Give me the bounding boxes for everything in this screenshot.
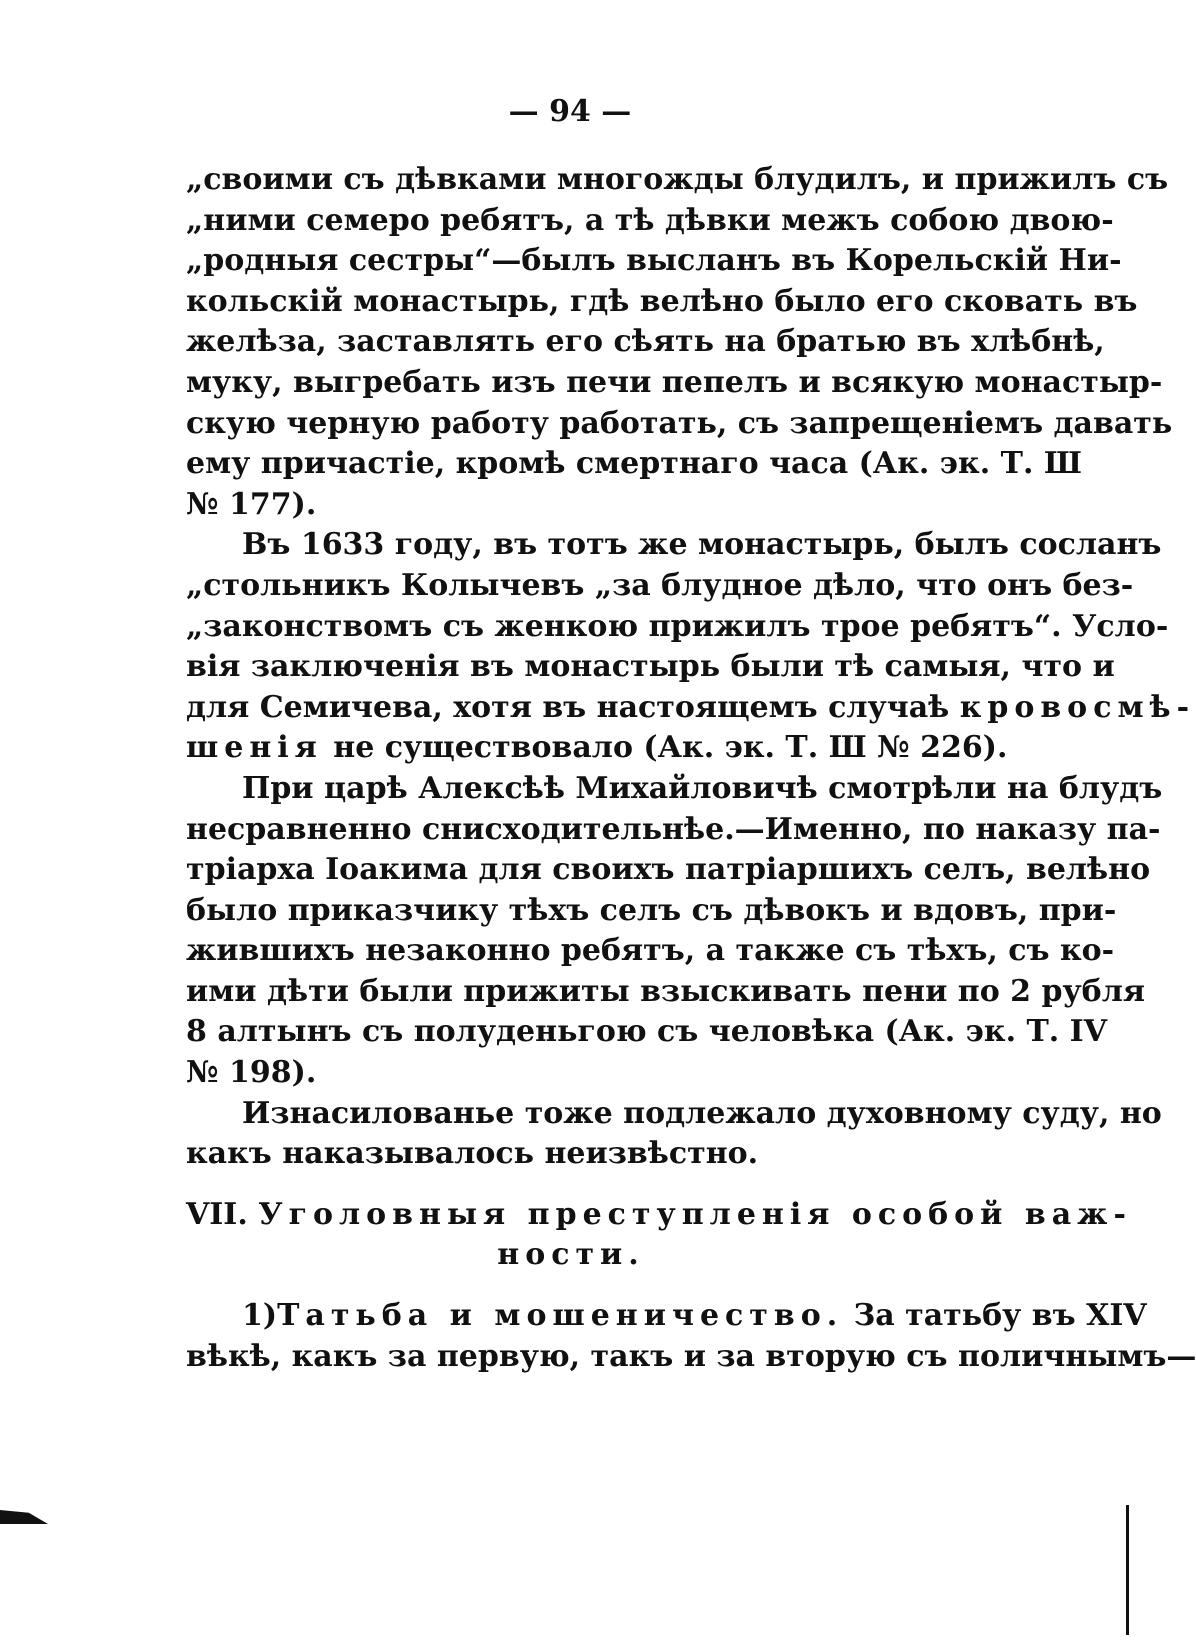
text-line: № 177).	[186, 486, 317, 522]
emphasized-term: шенія	[186, 730, 323, 766]
text-line: скую черную работу работать, съ запрещеніемъ давать	[186, 405, 1173, 441]
text-line	[186, 1296, 1147, 1337]
text-line: ими дѣти были прижиты взыскивать пени по 2 рубля	[186, 973, 1146, 1009]
text-line: „ними семеро ребятъ, а тѣ дѣвки межъ собою двою-	[186, 202, 1114, 238]
scan-edge-mark	[1126, 1505, 1129, 1635]
text-line	[186, 688, 1196, 729]
text-line: 8 алтынъ съ полуденьгою съ человѣка (Ак. эк. Т. IV	[186, 1014, 1107, 1050]
paragraph-4	[186, 1094, 1162, 1175]
section-title-continued: ности.	[497, 1237, 645, 1273]
text-line: вѣкѣ, какъ за первую, такъ и за вторую съ поличнымъ—	[186, 1338, 1196, 1374]
text-line: „законствомъ съ женкою прижилъ трое ребятъ“. Усло-	[186, 608, 1169, 644]
section-title: Уголовныя преступленія особой важ-	[258, 1196, 1132, 1232]
subsection-paragraph	[186, 1296, 1196, 1377]
text-line: ему причастіе, кромѣ смертнаго часа (Ак. эк. Т. Ш	[186, 446, 1082, 482]
text-line: Изнасилованье тоже подлежало духовному суду, но	[242, 1095, 1162, 1131]
text-line: какъ наказывалось неизвѣстно.	[186, 1136, 759, 1172]
paragraph-3	[186, 769, 1163, 1094]
section-heading	[186, 1195, 1132, 1276]
text-line: № 198).	[186, 1055, 317, 1091]
scan-edge-mark	[0, 1510, 48, 1524]
text-segment: для Семичева, хотя въ настоящемъ случаѣ	[186, 689, 960, 725]
subsection-title: Татьба и мошеничество.	[277, 1298, 844, 1334]
text-line: вія заключенія въ монастырь были тѣ самыя, что и	[186, 649, 1115, 685]
text-line: кольскій монастырь, гдѣ велѣно было его сковать въ	[186, 283, 1138, 319]
spacer	[186, 1175, 956, 1195]
text-segment: За татьбу въ XIV	[843, 1298, 1147, 1334]
text-line: „родныя сестры“—былъ высланъ въ Корельскій Ни-	[186, 243, 1122, 279]
heading-line	[186, 1195, 1132, 1236]
text-line: Въ 1633 году, въ тотъ же монастырь, былъ сосланъ	[242, 527, 1162, 563]
page-number: — 94 —	[508, 94, 632, 129]
text-line	[186, 728, 1008, 769]
text-line: „стольникъ Колычевъ „за блудное дѣло, что онъ без-	[186, 567, 1134, 603]
text-line: несравненно снисходительнѣе.—Именно, по наказу па-	[186, 811, 1161, 847]
text-line: тріарха Іоакима для своихъ патріаршихъ селъ, велѣно	[186, 852, 1151, 888]
section-numeral: VII.	[186, 1196, 248, 1232]
text-line: желѣза, заставлять его сѣять на братью въ хлѣбнѣ,	[186, 324, 1105, 360]
spacer	[186, 1276, 956, 1296]
text-line: „своими съ дѣвками многожды блудилъ, и прижилъ съ	[186, 162, 1169, 197]
text-line: При царѣ Алексѣѣ Михайловичѣ смотрѣли на блудъ	[242, 770, 1163, 806]
paragraph-2	[186, 525, 1196, 769]
text-line: муку, выгребать изъ печи пепелъ и всякую монастыр-	[186, 364, 1163, 400]
subsection-number: 1)	[242, 1298, 278, 1334]
emphasized-term: кровосмѣ-	[959, 689, 1196, 725]
text-line: было приказчику тѣхъ селъ съ дѣвокъ и вдовъ, при-	[186, 892, 1117, 928]
text-line: жившихъ незаконно ребятъ, а также съ тѣхъ, съ ко-	[186, 933, 1115, 969]
paragraph-1	[186, 160, 1173, 525]
text-segment: не существовало (Ак. эк. Т. Ш № 226).	[322, 730, 1008, 766]
body-text	[186, 160, 1196, 1377]
